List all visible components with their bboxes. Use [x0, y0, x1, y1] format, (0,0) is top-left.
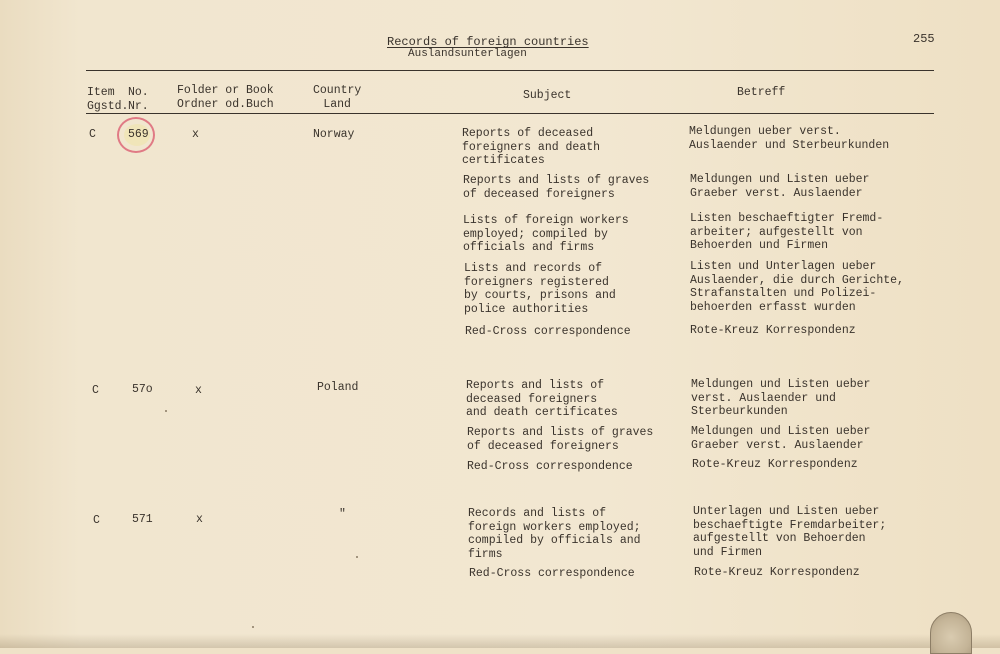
entry-number: 569 — [128, 128, 149, 141]
subject-text: Red-Cross correspondence — [467, 460, 633, 473]
betreff-text: Rote-Kreuz Korrespondenz — [692, 458, 858, 471]
column-header-item: Item Ggstd. — [87, 86, 129, 113]
paper-speck — [356, 556, 358, 558]
entry-item: C — [89, 128, 96, 141]
subject-text: Red-Cross correspondence — [469, 567, 635, 580]
entry-country: Norway — [313, 128, 355, 141]
betreff-text: Listen beschaeftigter Fremd- arbeiter; aufgestellt von Behoerden und Firmen — [690, 212, 884, 252]
betreff-text: Rote-Kreuz Korrespondenz — [694, 566, 860, 579]
column-header-country: Country Land — [313, 84, 362, 111]
subject-text: Records and lists of foreign workers employed; compiled by officials and firms — [468, 507, 641, 561]
entry-item: C — [93, 514, 100, 527]
entry-country-ditto: " — [339, 508, 346, 521]
betreff-text: Meldungen ueber verst. Auslaender und Sterbeurkunden — [689, 125, 890, 152]
betreff-text: Meldungen und Listen ueber verst. Auslaender und Sterbeurkunden — [691, 378, 871, 418]
header-top-rule — [86, 70, 934, 71]
betreff-text: Rote-Kreuz Korrespondenz — [690, 324, 856, 337]
betreff-text: Meldungen und Listen ueber Graeber verst. Auslaender — [690, 173, 870, 200]
column-header-no: No. Nr. — [128, 86, 149, 113]
entry-number: 571 — [132, 513, 153, 526]
subject-text: Red-Cross correspondence — [465, 325, 631, 338]
betreff-text: Unterlagen und Listen ueber beschaeftigte Fremdarbeiter; aufgestellt von Behoerden und Firmen — [693, 505, 887, 559]
paper-speck — [165, 410, 167, 412]
paper-speck — [252, 626, 254, 628]
betreff-text: Meldungen und Listen ueber Graeber verst. Auslaender — [691, 425, 871, 452]
page-subtitle: Auslandsunterlagen — [408, 48, 527, 60]
subject-text: Reports and lists of graves of deceased foreigners — [467, 426, 654, 453]
entry-folder: x — [195, 384, 202, 397]
subject-text: Reports and lists of graves of deceased foreigners — [463, 174, 650, 201]
column-header-betreff: Betreff — [737, 86, 786, 99]
subject-text: Lists of foreign workers employed; compiled by officials and firms — [463, 214, 629, 254]
column-header-folder: Folder or Book Ordner od.Buch — [177, 84, 274, 111]
page-number: 255 — [913, 32, 935, 46]
page-title: Records of foreign countries — [387, 35, 589, 49]
column-header-subject: Subject — [523, 89, 572, 102]
subject-text: Reports and lists of deceased foreigners and death certificates — [466, 379, 618, 419]
entry-country: Poland — [317, 381, 359, 394]
entry-folder: x — [192, 128, 199, 141]
page-edge-shadow — [0, 634, 1000, 648]
entry-number: 57o — [132, 383, 153, 396]
betreff-text: Listen und Unterlagen ueber Auslaender, die durch Gerichte, Strafanstalten und Polizei- behoerden erfasst wurden — [690, 260, 904, 314]
entry-folder: x — [196, 513, 203, 526]
subject-text: Reports of deceased foreigners and death certificates — [462, 127, 601, 167]
entry-item: C — [92, 384, 99, 397]
subject-text: Lists and records of foreigners registered by courts, prisons and police authorities — [464, 262, 616, 316]
header-bottom-rule — [86, 113, 934, 114]
